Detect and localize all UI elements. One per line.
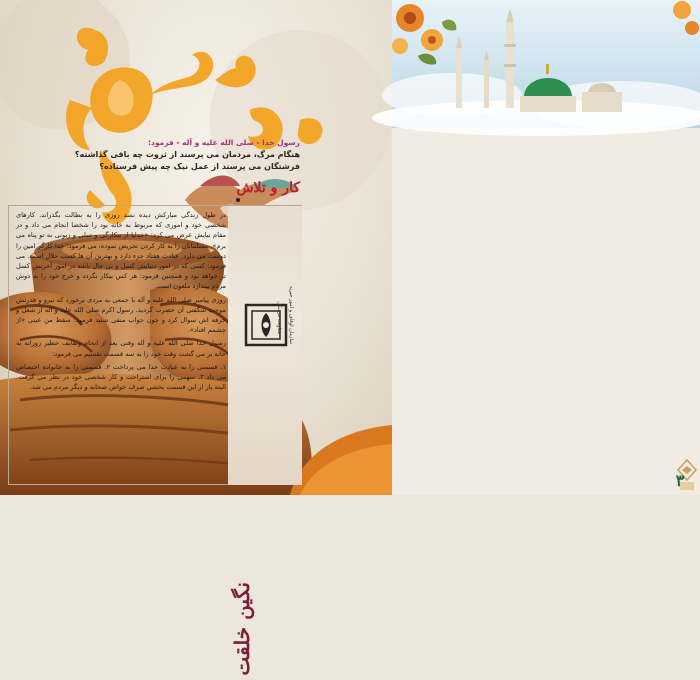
side-column [228, 206, 302, 676]
quote-line-2: فرشتگان می پرسند از عمل نیک چه پیش فرستاده؟ [99, 162, 300, 171]
calligraphy-block [230, 562, 298, 680]
hadith-quote [12, 137, 300, 173]
body-paragraph: روزی پیامبر صلی الله علیه و آله با جمعی به مردی برخورد که نیرو و قدرتش موجب شگفتی آن حضرت گردید. رسول اکرم صلی الله علیه و آله از شغل و حرفه اش سوال کرد و چون جواب منفی شنید فرمود: سقط من عینی «از چشمم افتاد». [16, 295, 226, 335]
organization-name: سازمان اوقاف و امور خیریه [288, 286, 294, 345]
flower-ornament [392, 1, 699, 65]
page-number: ۳ [675, 471, 685, 490]
mosque-illustration [392, 0, 700, 128]
article-body [16, 210, 226, 480]
section-title: کار و تلاش [236, 180, 300, 196]
text-panel [392, 0, 700, 495]
mosque-banner [392, 0, 700, 128]
quote-line-1: هنگام مرگ، مردمان می پرسند از ثروت چه باقی گذاشته؟ [74, 150, 300, 159]
body-paragraph: رسول خدا صلی الله علیه و آله وقتی بعد از انجام وظایف خطیر روزانه به خانه بر می گشت وقت خود را به سه قسمت تقسیم می فرمود: [16, 339, 226, 358]
body-paragraph: در طول زندگی مبارکش دیده نشد روزی را به بطالت بگذراند. کارهای شخصی خود و اموری که مربوط به خانه بود را شخصا انجام می داد و در مقام نیایش عرض می کرد: «خدایا از بیکارگی و تنبلی و زبونی به تو پناه می برم». مسلمانان را به کار کردن تحریض نموده، می فرمود: خدا کارگر امین را دوست می دارد. عبادت هفتاد جزء دارد و بهترین آن ها کسب حلال است. می فرمود: کسی که در امور دنیایش کسل و بی حال باشد در امور آخرتش کسل تر خواهد بود و همچنین فرمود: هر کس بیکار بگردد و خرج خود را به دوش مردم بیندازد ملعون است. [16, 211, 226, 291]
calligraphy-title: نگین خلقت [230, 582, 254, 676]
quote-source: رسول خدا - صلی الله علیه و آله - فرمود: [148, 138, 300, 147]
body-paragraph: ۱. قسمتی را به عبادت خدا می پرداخت ۲. قسمتی را به خانواده اختصاص می داد ۳. سهمی را برای استراحت و کار شخصی خود در نظر می گرفت. البته باز از این قسمت بخشی صرف خواص صحابه و دیگر مردم می شد. [16, 362, 226, 392]
organization-subtitle: معاونت فرهنگی [276, 301, 282, 335]
